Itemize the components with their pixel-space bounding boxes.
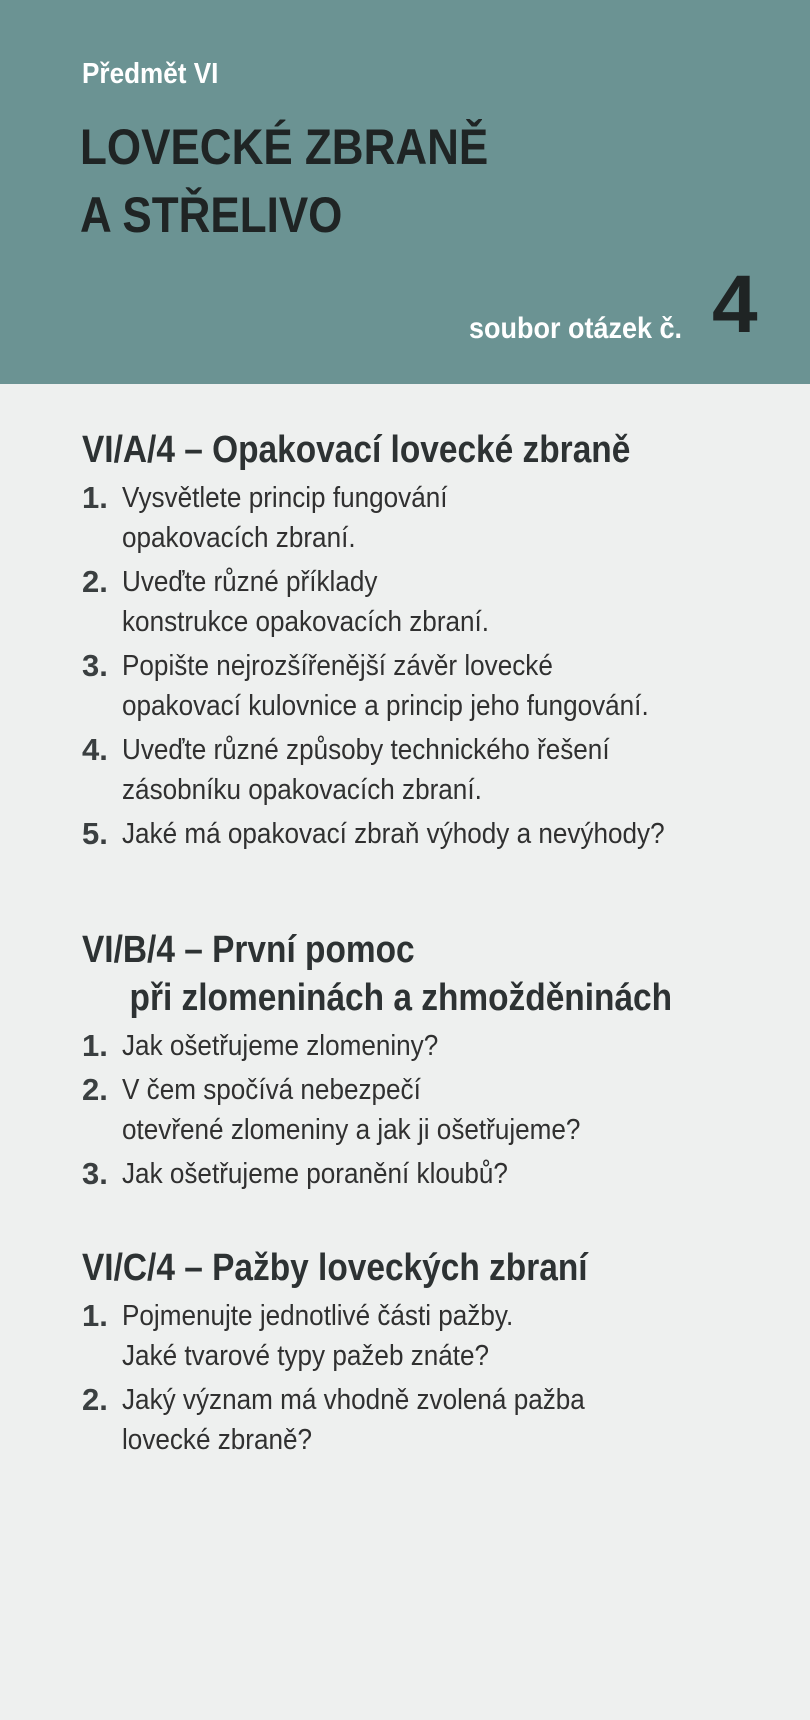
subject-label: Předmět VI [82, 58, 219, 90]
question-text: otevřené zlomeniny a jak ji ošetřujeme? [122, 1114, 581, 1146]
question-text: Uveďte různé příklady [122, 566, 378, 598]
card-header [0, 0, 810, 384]
question-number: 1. [82, 1028, 108, 1063]
question-text: Jak ošetřujeme poranění kloubů? [122, 1158, 508, 1190]
section-b [82, 926, 782, 1198]
question-item [82, 1026, 782, 1066]
question-text: Pojmenujte jednotlivé části pažby. [122, 1300, 514, 1332]
section-title [82, 926, 698, 1022]
question-text: Popište nejrozšířenější závěr lovecké [122, 650, 553, 682]
question-list [82, 1026, 782, 1194]
section-title-line-2: při zlomeninách a zhmožděninách [129, 977, 673, 1019]
question-list [82, 478, 782, 854]
question-number: 3. [82, 1156, 108, 1191]
question-number: 1. [82, 1298, 108, 1333]
question-text: Jaký význam má vhodně zvolená pažba [122, 1384, 585, 1416]
question-set-number: 4 [712, 259, 758, 350]
section-title [82, 426, 698, 474]
section-a [82, 426, 782, 858]
question-item [82, 646, 782, 726]
main-title-line-1: LOVECKÉ ZBRANĚ [80, 119, 489, 175]
question-item [82, 730, 782, 810]
question-item [82, 1296, 782, 1376]
question-number: 4. [82, 732, 108, 767]
question-text: opakovací kulovnice a princip jeho fungování. [122, 690, 649, 722]
section-title-line-1: VI/B/4 – První pomoc [82, 929, 415, 971]
question-text: Jaké tvarové typy pažeb znáte? [122, 1340, 490, 1372]
question-number: 2. [82, 564, 108, 599]
question-item [82, 1380, 782, 1460]
question-item [82, 562, 782, 642]
question-text: zásobníku opakovacích zbraní. [122, 774, 482, 806]
question-number: 1. [82, 480, 108, 515]
question-item [82, 1154, 782, 1194]
question-text: V čem spočívá nebezpečí [122, 1074, 421, 1106]
question-text: lovecké zbraně? [122, 1424, 313, 1456]
question-item [82, 814, 782, 854]
question-text: Uveďte různé způsoby technického řešení [122, 734, 610, 766]
question-number: 2. [82, 1072, 108, 1107]
question-item [82, 478, 782, 558]
main-title-line-2: A STŘELIVO [80, 187, 343, 243]
question-number: 5. [82, 816, 108, 851]
question-number: 2. [82, 1382, 108, 1417]
section-c [82, 1244, 782, 1464]
question-text: Jaké má opakovací zbraň výhody a nevýhody? [122, 818, 665, 850]
section-title-line-1: VI/A/4 – Opakovací lovecké zbraně [82, 429, 631, 471]
section-title-line-1: VI/C/4 – Pažby loveckých zbraní [82, 1247, 588, 1289]
question-number: 3. [82, 648, 108, 683]
question-item [82, 1070, 782, 1150]
question-text: opakovacích zbraní. [122, 522, 356, 554]
question-list [82, 1296, 782, 1460]
question-set-label: soubor otázek č. [469, 312, 683, 345]
question-text: Vysvětlete princip fungování [122, 482, 448, 514]
question-text: konstrukce opakovacích zbraní. [122, 606, 490, 638]
question-text: Jak ošetřujeme zlomeniny? [122, 1030, 439, 1062]
section-title [82, 1244, 698, 1292]
